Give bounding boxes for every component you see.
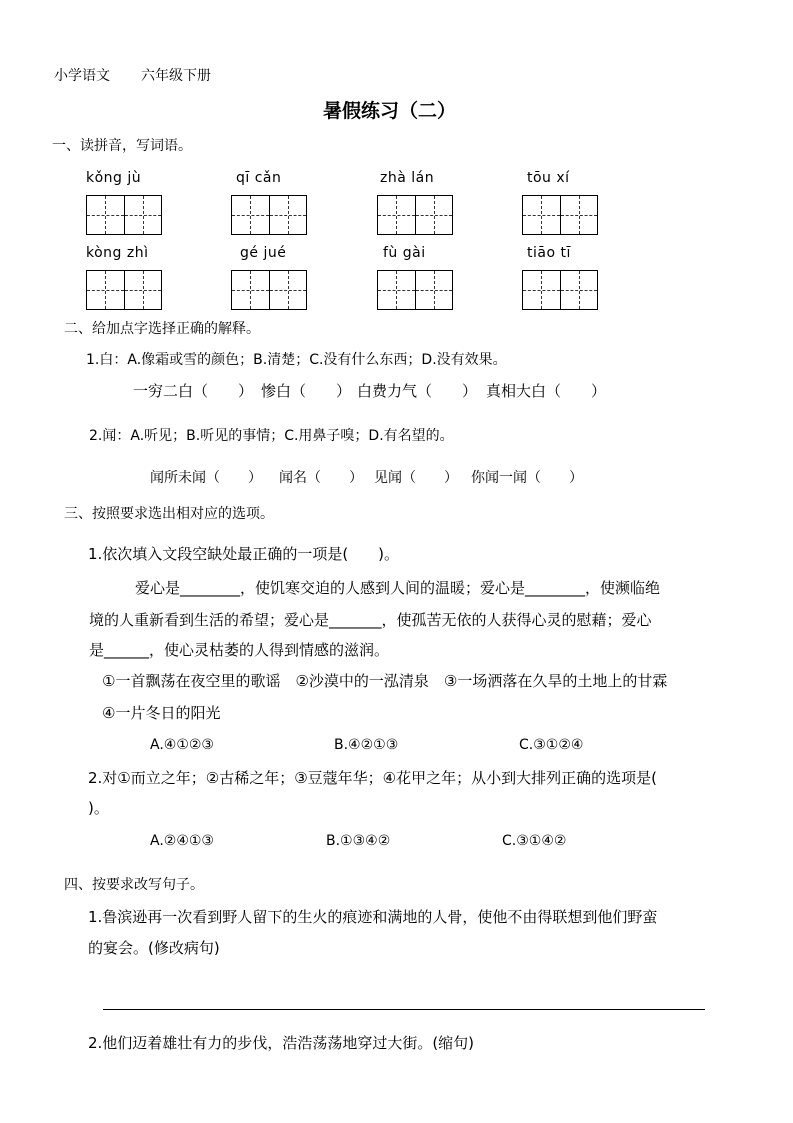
options-line: ①一首飘荡在夜空里的歌谣 ②沙漠中的一泓清泉 ③一场洒落在久旱的土地上的甘霖 <box>102 672 668 690</box>
writing-grid[interactable] <box>522 195 598 235</box>
writing-grid[interactable] <box>377 195 453 235</box>
pinyin-label: qī cǎn <box>236 170 282 186</box>
passage-line: 境的人重新看到生活的希望；爱心是_______，使孤苦无依的人获得心灵的慰藉；爱心 <box>89 611 652 629</box>
choice-c: C.③①②④ <box>519 737 584 753</box>
blank-item: 见闻（ ） <box>374 470 458 486</box>
writing-grid[interactable] <box>231 195 307 235</box>
section2-heading: 二、给加点字选择正确的解释。 <box>64 321 260 337</box>
question-text: 2.对①而立之年；②古稀之年；③豆蔻年华；④花甲之年；从小到大排列正确的选项是( <box>88 769 657 787</box>
blank-item: 闻所未闻（ ） <box>150 470 262 486</box>
pinyin-label: fù gài <box>383 245 426 261</box>
blank-item: 真相大白（ ） <box>486 382 607 400</box>
question-text: )。 <box>88 799 109 817</box>
pinyin-label: kǒng jù <box>86 170 142 186</box>
pinyin-label: tōu xí <box>527 170 570 186</box>
writing-grid[interactable] <box>522 270 598 310</box>
blank-item: 惨白（ ） <box>261 382 352 400</box>
page-title: 暑假练习（二） <box>323 100 457 122</box>
choice-c: C.③①④② <box>502 833 567 849</box>
header-subject: 小学语文 <box>54 68 110 84</box>
question-text: 2.他们迈着雄壮有力的步伐，浩浩荡荡地穿过大街。(缩句) <box>88 1034 475 1052</box>
blank-item: 闻名（ ） <box>279 470 363 486</box>
blank-item: 白费力气（ ） <box>357 382 478 400</box>
writing-grid[interactable] <box>231 270 307 310</box>
pinyin-label: kòng zhì <box>86 245 149 261</box>
options-line: ④一片冬日的阳光 <box>102 704 221 722</box>
choice-a: A.④①②③ <box>150 737 214 753</box>
section1-heading: 一、读拼音，写词语。 <box>52 138 192 154</box>
choice-a: A.②④①③ <box>150 833 214 849</box>
pinyin-label: zhà lán <box>380 170 435 186</box>
blank-item: 你闻一闻（ ） <box>471 470 583 486</box>
header-grade: 六年级下册 <box>141 68 211 84</box>
choice-b: B.④②①③ <box>334 737 399 753</box>
writing-grid[interactable] <box>377 270 453 310</box>
answer-line[interactable] <box>103 1009 705 1010</box>
pinyin-label: gé jué <box>240 245 287 261</box>
question-text: 1.白：A.像霜或雪的颜色；B.清楚；C.没有什么东西；D.没有效果。 <box>86 352 507 368</box>
writing-grid[interactable] <box>86 270 162 310</box>
section4-heading: 四、按要求改写句子。 <box>64 877 204 893</box>
question-text: 的宴会。(修改病句) <box>88 939 220 957</box>
writing-grid[interactable] <box>86 195 162 235</box>
passage-line: 爱心是________，使饥寒交迫的人感到人间的温暖；爱心是________，使濒临绝 <box>135 579 661 597</box>
question-text: 1.鲁滨逊再一次看到野人留下的生火的痕迹和满地的人骨，使他不由得联想到他们野蛮 <box>88 908 658 926</box>
passage-line: 是______，使心灵枯萎的人得到情感的滋润。 <box>89 641 390 659</box>
section3-heading: 三、按照要求选出相对应的选项。 <box>64 506 274 522</box>
choice-b: B.①③④② <box>326 833 391 849</box>
question-text: 2.闻：A.听见；B.听见的事情；C.用鼻子嗅；D.有名望的。 <box>89 428 454 444</box>
blank-item: 一穷二白（ ） <box>133 382 254 400</box>
question-text: 1.依次填入文段空缺处最正确的一项是( )。 <box>88 545 400 563</box>
pinyin-label: tiāo tī <box>527 245 571 261</box>
